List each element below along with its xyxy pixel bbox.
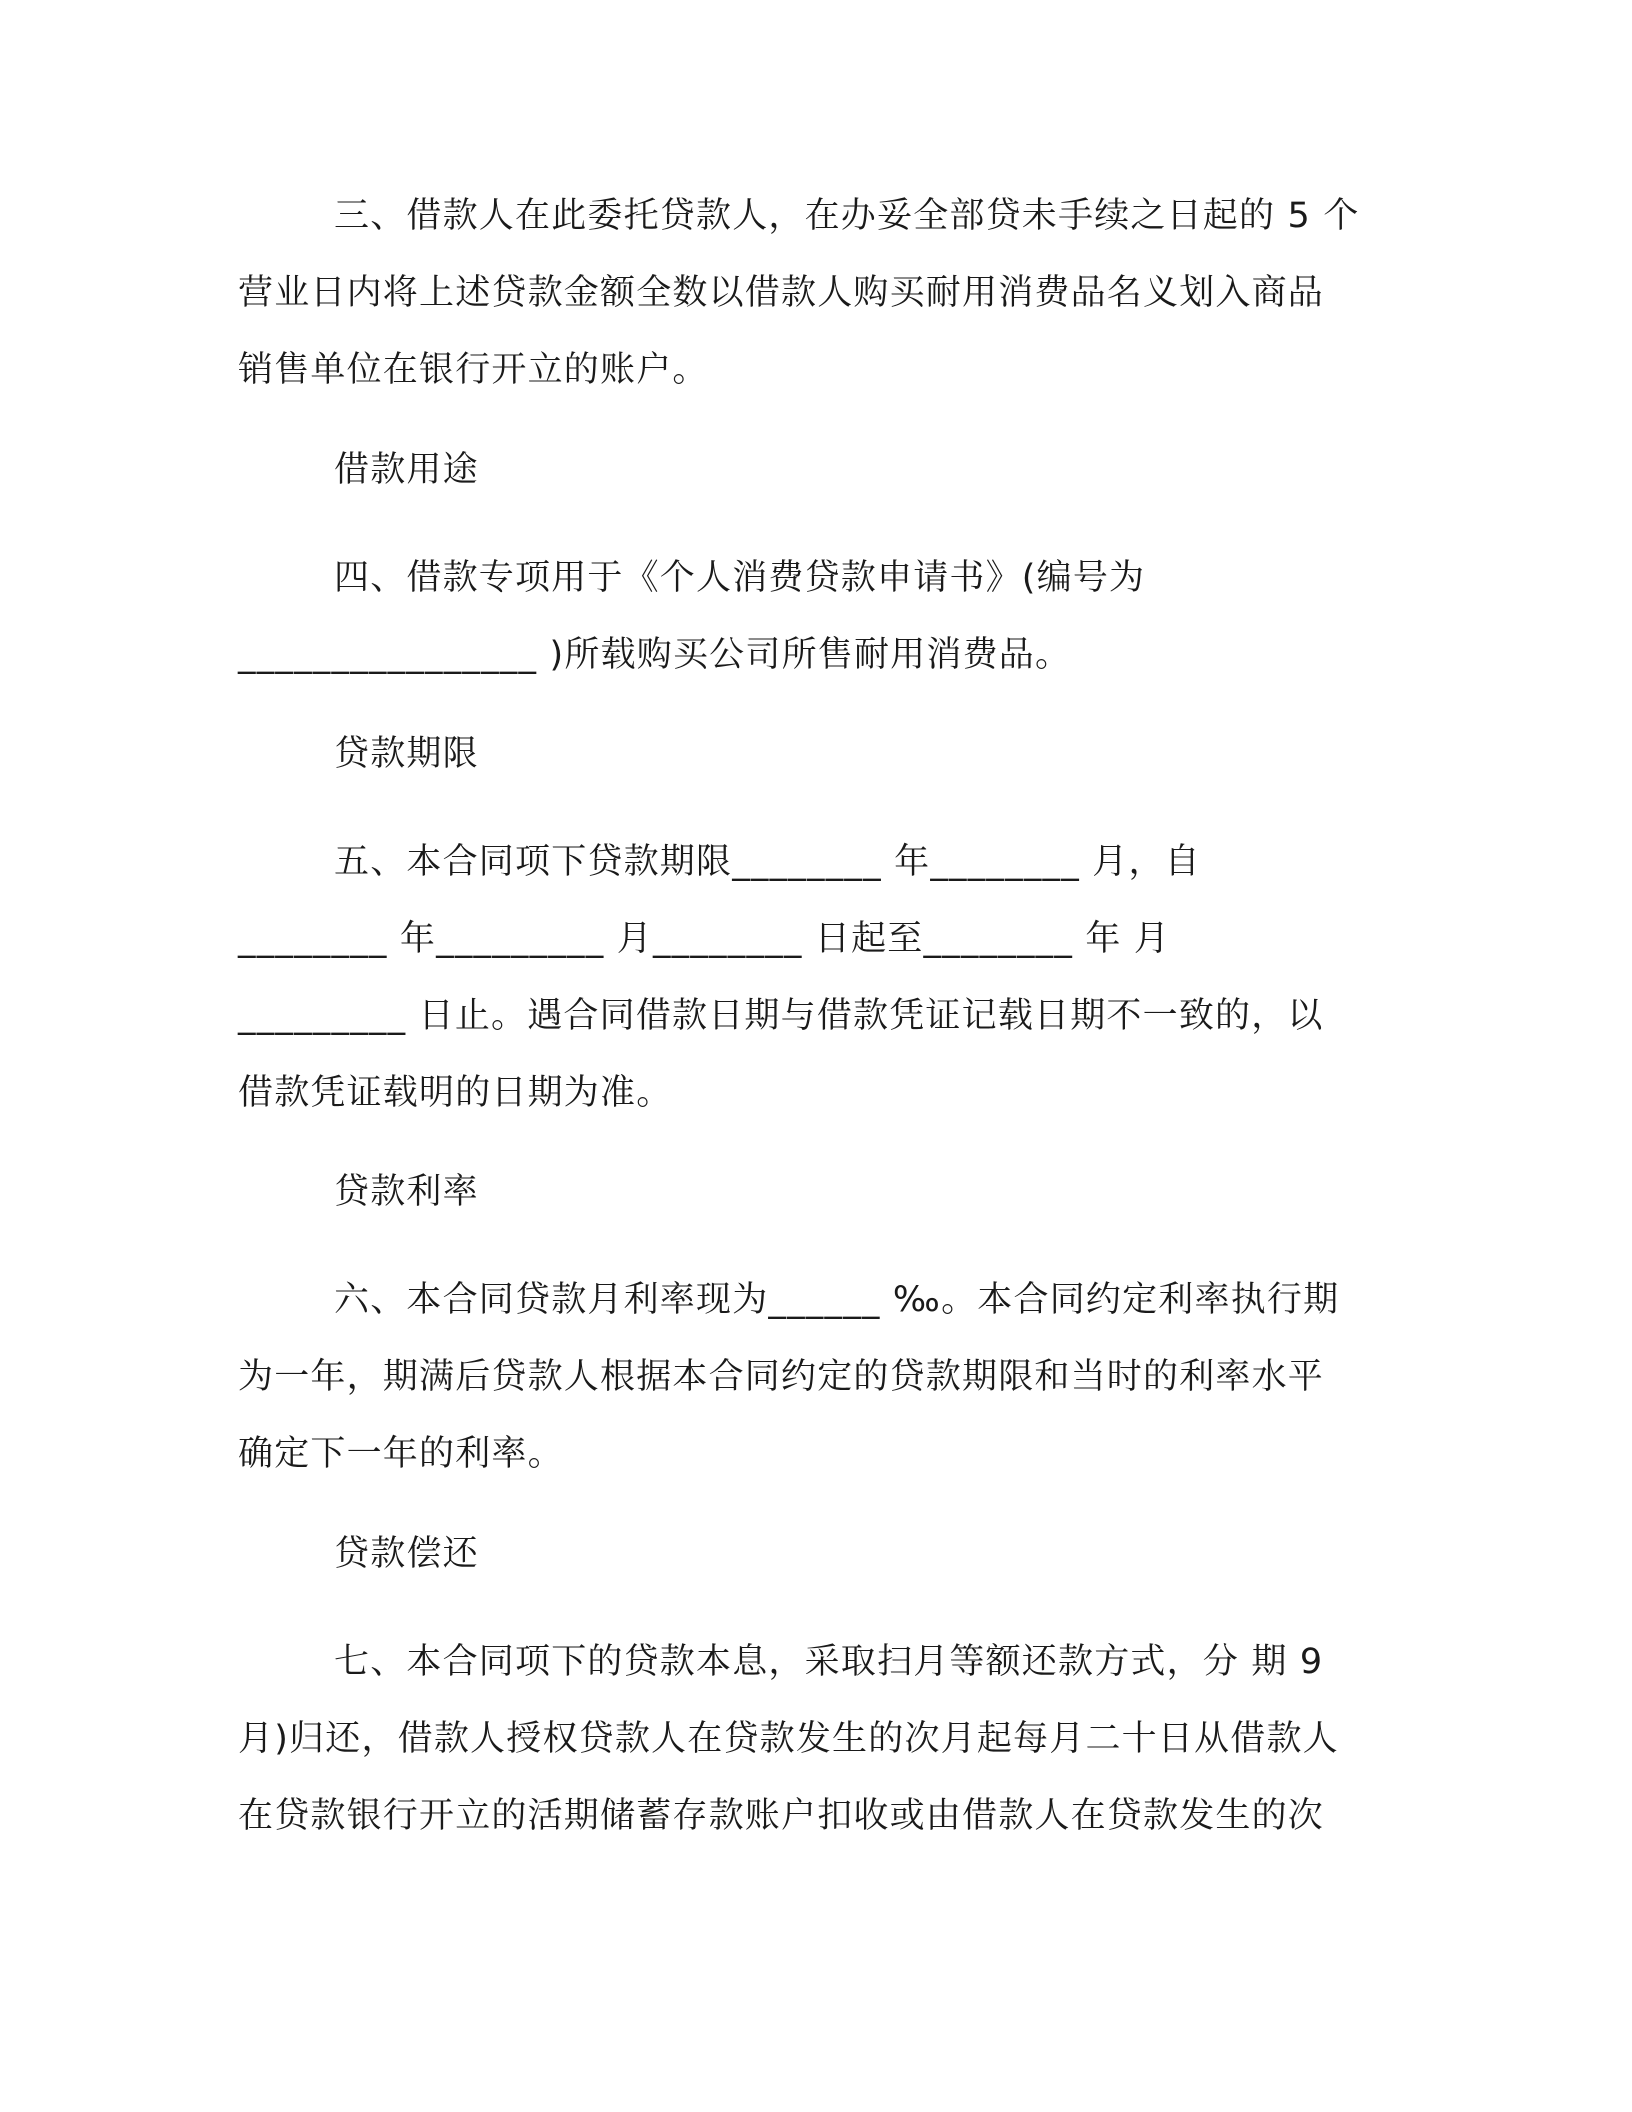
clause-6-line-2: 为一年，期满后贷款人根据本合同约定的贷款期限和当时的利率水平: [238, 1357, 1325, 1397]
clause-6-line-1: 六、本合同贷款月利率现为______ ‰。本合同约定利率执行期: [334, 1280, 1340, 1320]
clause-6: [238, 1262, 1398, 1493]
clause-5-line-3: _________ 日止。遇合同借款日期与借款凭证记载日期不一致的，以: [238, 996, 1324, 1036]
heading-loan-repayment: 贷款偿还: [334, 1534, 479, 1574]
clause-5-line-1: 五、本合同项下贷款期限________ 年________ 月，自: [334, 842, 1201, 882]
clause-6-line-3: 确定下一年的利率。: [238, 1434, 564, 1474]
heading-loan-rate: 贷款利率: [334, 1172, 479, 1212]
heading-loan-use: 借款用途: [334, 450, 479, 490]
clause-3: [238, 178, 1398, 409]
clause-7-line-2: 月)归还，借款人授权贷款人在贷款发生的次月起每月二十日从借款人: [238, 1719, 1339, 1759]
clause-3-line-1: 三、借款人在此委托贷款人，在办妥全部贷未手续之日起的 5 个: [334, 196, 1360, 236]
clause-7: [238, 1624, 1398, 1855]
clause-3-line-2: 营业日内将上述贷款金额全数以借款人购买耐用消费品名义划入商品: [238, 273, 1325, 313]
clause-7-line-1: 七、本合同项下的贷款本息，采取扫月等额还款方式，分 期 9: [334, 1642, 1324, 1682]
clause-7-line-3: 在贷款银行开立的活期储蓄存款账户扣收或由借款人在贷款发生的次: [238, 1796, 1325, 1836]
clause-5: [238, 824, 1398, 1132]
clause-4-line-1: 四、借款专项用于《个人消费贷款申请书》(编号为: [334, 558, 1146, 598]
heading-loan-term: 贷款期限: [334, 734, 479, 774]
clause-4-line-2: ________________ )所载购买公司所售耐用消费品。: [238, 635, 1072, 675]
clause-4: [238, 540, 1398, 694]
clause-3-line-3: 销售单位在银行开立的账户。: [238, 350, 709, 390]
clause-5-line-2: ________ 年_________ 月________ 日起至________ 年 月: [238, 919, 1171, 959]
clause-5-line-4: 借款凭证载明的日期为准。: [238, 1073, 673, 1113]
